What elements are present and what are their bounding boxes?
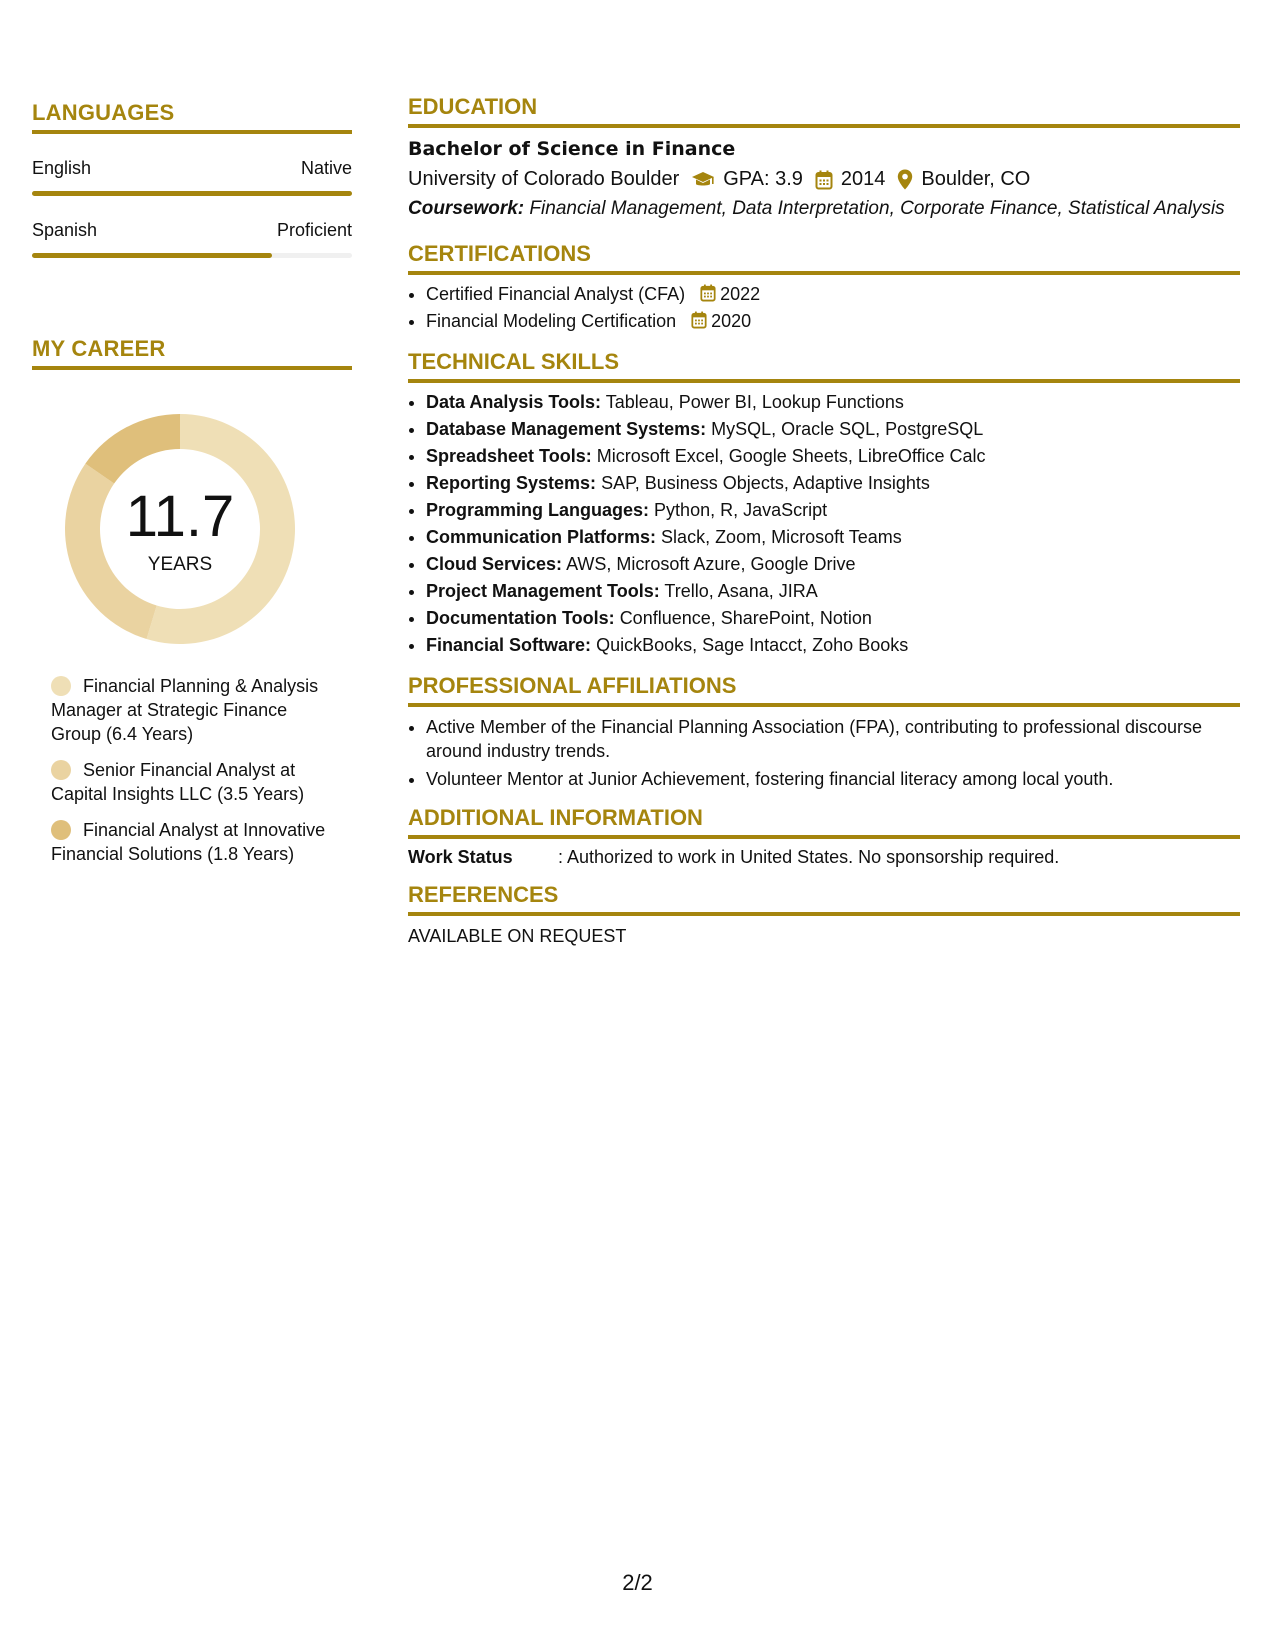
skill-value: Python, R, JavaScript [654,500,828,520]
affiliations-title: PROFESSIONAL AFFILIATIONS [408,673,1240,707]
language-item [32,158,352,196]
legend-dot [51,820,71,840]
skill-item [426,443,1240,470]
calendar-icon [700,284,716,302]
skill-value: SAP, Business Objects, Adaptive Insights [601,473,930,493]
additional-info-title: ADDITIONAL INFORMATION [408,805,1240,839]
certifications-section [408,241,1240,335]
language-bar-fill [32,191,352,196]
school-name: University of Colorado Boulder [408,168,680,190]
skill-item [426,497,1240,524]
affiliation-item: • Volunteer Mentor at Junior Achievement, fostering financial literacy among local youth. [426,767,1240,791]
certification-item [426,281,1240,308]
certification-item [426,308,1240,335]
education-title: EDUCATION [408,94,1240,128]
page-number: 2/2 [622,1570,653,1595]
certifications-title: CERTIFICATIONS [408,241,1240,275]
career-legend-item [51,758,331,806]
career-title: MY CAREER [32,336,352,370]
career-donut-chart [65,414,295,644]
certification-year: 2020 [711,311,752,331]
skill-value: Microsoft Excel, Google Sheets, LibreOffice Calc [596,446,986,466]
graduation-cap-icon [691,171,715,189]
graduation-year: 2014 [840,168,886,190]
affiliation-item: • Active Member of the Financial Planning Association (FPA), contributing to professional discourse around industry trends. [426,715,1240,763]
career-legend-item [51,818,331,866]
calendar-icon [815,170,833,190]
languages-title: LANGUAGES [32,100,352,134]
career-legend [51,674,331,866]
career-legend-item [51,674,331,746]
skill-label: Documentation Tools: [426,608,615,628]
skills-title: TECHNICAL SKILLS [408,349,1240,383]
skill-item [426,416,1240,443]
career-legend-label: Senior Financial Analyst at Capital Insights LLC (3.5 Years) [51,760,305,804]
right-column [408,94,1240,961]
skill-label: Financial Software: [426,635,592,655]
language-bar [32,253,352,258]
skill-item [426,578,1240,605]
references-section [408,882,1240,947]
education-location: Boulder, CO [921,168,1031,190]
education-section [408,94,1240,221]
skill-label: Programming Languages: [426,500,650,520]
additional-info-section [408,805,1240,868]
coursework-list: Financial Management, Data Interpretation, Corporate Finance, Statistical Analysis [529,198,1225,219]
skill-value: Tableau, Power BI, Lookup Functions [605,392,904,412]
left-column [32,100,352,878]
calendar-icon [691,311,707,329]
degree-title: Bachelor of Science in Finance [408,138,736,160]
references-text: AVAILABLE ON REQUEST [408,926,627,946]
career-total-unit: YEARS [147,554,213,575]
skill-item [426,551,1240,578]
language-bar [32,191,352,196]
language-name: Spanish [32,220,98,240]
skill-item [426,632,1240,659]
certification-year: 2022 [720,284,761,304]
skill-label: Project Management Tools: [426,581,660,601]
skill-item [426,524,1240,551]
career-legend-label: Financial Analyst at Innovative Financial Solutions (1.8 Years) [51,820,326,864]
certification-name: Certified Financial Analyst (CFA) [426,284,686,304]
skill-label: Reporting Systems: [426,473,597,493]
language-bar-fill [32,253,272,258]
skill-value: Confluence, SharePoint, Notion [619,608,872,628]
education-details [408,168,1240,191]
work-status-label: Work Status [408,847,513,867]
affiliations-section [408,673,1240,791]
skills-section [408,349,1240,659]
gpa: GPA: 3.9 [723,168,803,190]
skill-value: AWS, Microsoft Azure, Google Drive [566,554,856,574]
skill-value: MySQL, Oracle SQL, PostgreSQL [711,419,984,439]
language-item [32,220,352,258]
skill-value: Trello, Asana, JIRA [664,581,818,601]
career-legend-label: Financial Planning & Analysis Manager at Strategic Finance Group (6.4 Years) [51,676,319,744]
work-status-value: : Authorized to work in United States. No sponsorship required. [558,847,1060,867]
language-level: Native [300,158,352,178]
legend-dot [51,760,71,780]
references-title: REFERENCES [408,882,1240,916]
coursework-label: Coursework: [408,198,525,219]
skill-label: Cloud Services: [426,554,563,574]
skill-value: QuickBooks, Sage Intacct, Zoho Books [596,635,909,655]
skill-label: Spreadsheet Tools: [426,446,592,466]
skill-label: Communication Platforms: [426,527,657,547]
coursework [408,197,1240,221]
language-name: English [32,158,92,178]
skill-item [426,389,1240,416]
language-level: Proficient [276,220,352,240]
legend-dot [51,676,71,696]
skill-value: Slack, Zoom, Microsoft Teams [661,527,902,547]
work-status [408,847,1240,868]
skill-label: Database Management Systems: [426,419,707,439]
skill-label: Data Analysis Tools: [426,392,602,412]
certification-name: Financial Modeling Certification [426,311,677,331]
career-total-years: 11.7 [125,484,235,549]
location-pin-icon [897,169,913,190]
skill-item [426,605,1240,632]
skill-item [426,470,1240,497]
